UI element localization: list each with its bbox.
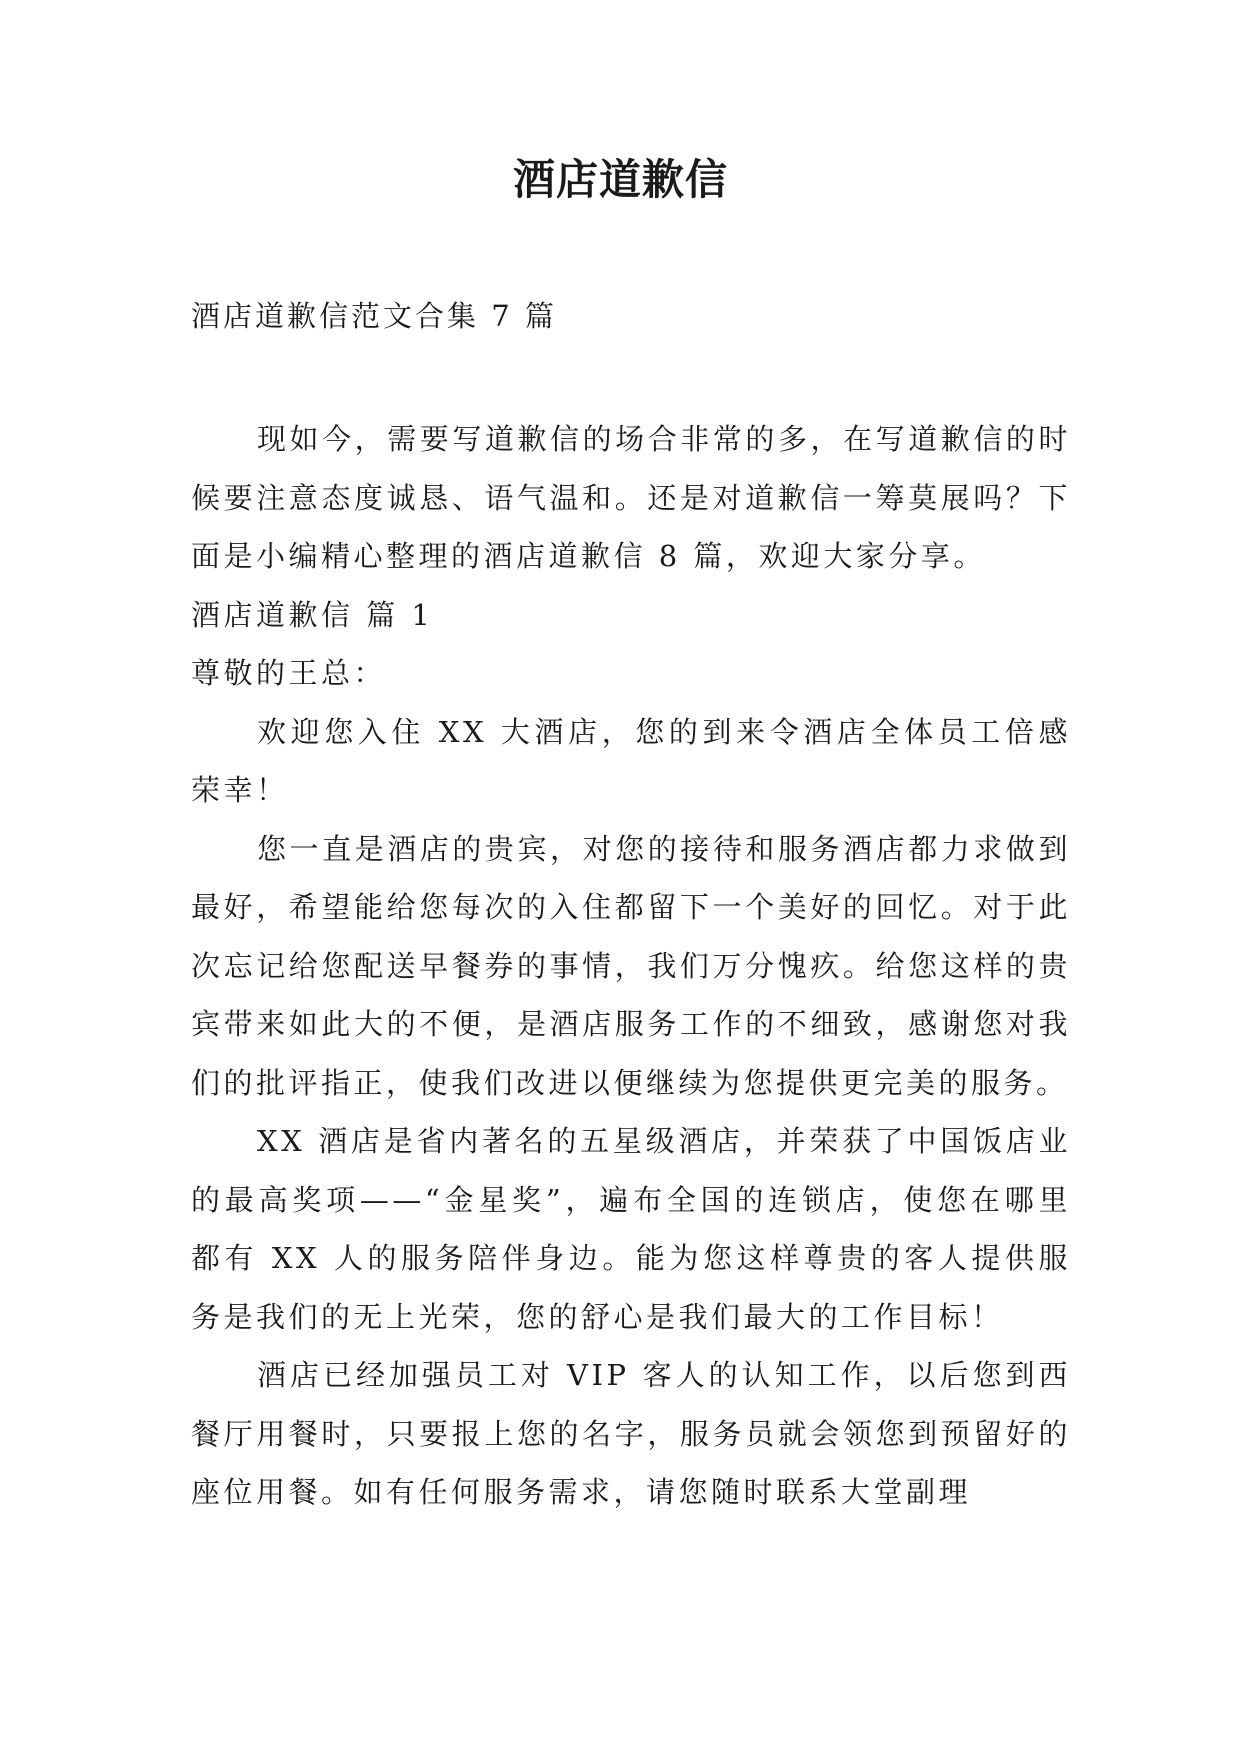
salutation: 尊敬的王总： xyxy=(191,656,387,690)
intro-paragraph: 现如今，需要写道歉信的场合非常的多，在写道歉信的时候要注意态度诚恳、语气温和。还是对道歉信一筹莫展吗？下面是小编精心整理的酒店道歉信 8 篇，欢迎大家分享。 xyxy=(191,422,1071,573)
letter-paragraph-3: XX 酒店是省内著名的五星级酒店，并荣获了中国饭店业的最高奖项——“金星奖”，遍布全国的连锁店，使您在哪里都有 XX 人的服务陪伴身边。能为您这样尊贵的客人提供服务是我们的无上光荣，您的舒心是我们最大的工作目标！ xyxy=(191,1124,1071,1334)
section-heading: 酒店道歉信 篇 1 xyxy=(191,597,434,632)
letter-paragraph-4: 酒店已经加强员工对 VIP 客人的认知工作，以后您到西餐厅用餐时，只要报上您的名字，服务员就会领您到预留好的座位用餐。如有任何服务需求，请您随时联系大堂副理 xyxy=(191,1358,1071,1509)
letter-paragraph-2: 您一直是酒店的贵宾，对您的接待和服务酒店都力求做到最好，希望能给您每次的入住都留下一个美好的回忆。对于此次忘记给您配送早餐券的事情，我们万分愧疚。给您这样的贵宾带来如此大的不便，是酒店服务工作的不细致，感谢您对我们的批评指正，使我们改进以便继续为您提供更完美的服务。 xyxy=(191,831,1071,1100)
document-title: 酒店道歉信 xyxy=(512,155,728,204)
document-body xyxy=(191,410,1071,1522)
letter-paragraph-1: 欢迎您入住 XX 大酒店，您的到来令酒店全体员工倍感荣幸！ xyxy=(191,714,1071,807)
document-subtitle: 酒店道歉信范文合集 7 篇 xyxy=(191,299,557,333)
